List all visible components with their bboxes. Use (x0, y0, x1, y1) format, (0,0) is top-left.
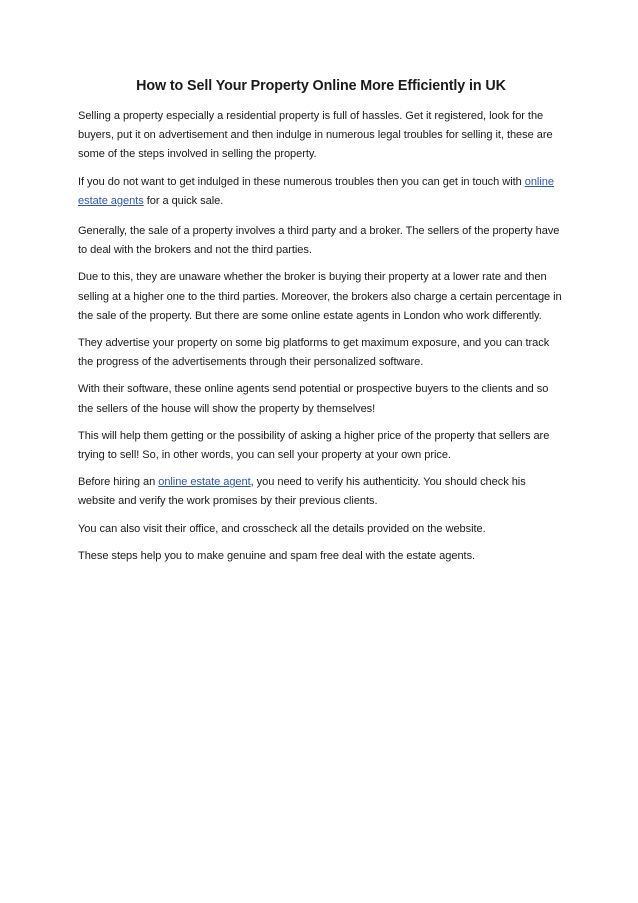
paragraph-price: This will help them getting or the possibility of asking a higher price of the property that sellers are trying to sell! So, in other words, you can sell your property at your own price. (78, 429, 550, 462)
paragraph-contact-text-after: for a quick sale. (143, 194, 224, 207)
paragraph-advertise: They advertise your property on some big platforms to get maximum exposure, and you can track the progress of the advertisements through their personalized software. (78, 337, 550, 369)
paragraph-brokers: Due to this, they are unaware whether the broker is buying their property at a lower rate and then selling at a higher one to the third parties. Moreover, the brokers also charge a certain percentage in the sale of the property. But there are some online estate agents in London who work differently. (78, 271, 562, 322)
paragraph-hiring-text-after: , you need to verify his authenticity. You should check his website and verify the work promises by their previous clients. (78, 476, 526, 508)
document-title: How to Sell Your Property Online More Efficiently in UK (136, 78, 506, 94)
paragraph-hiring-text-before: Before hiring an (78, 476, 159, 489)
paragraph-third-party: Generally, the sale of a property involves a third party and a broker. The sellers of the property have to deal with the brokers and not the third parties. (78, 225, 560, 257)
paragraph-hiring (78, 473, 564, 511)
paragraph-contact-text-before: If you do not want to get indulged in these numerous troubles then you can get in touch with (78, 175, 525, 188)
online-estate-agent-link[interactable]: online estate agent (158, 476, 251, 489)
online-estate-agents-link[interactable]: online estate agents (78, 175, 554, 207)
paragraph-conclusion: These steps help you to make genuine and spam free deal with the estate agents. (78, 549, 476, 562)
paragraph-software: With their software, these online agents send potential or prospective buyers to the clients and so the sellers of the house will show the property by themselves! (78, 383, 549, 415)
paragraph-contact (78, 173, 564, 211)
paragraph-visit-office: You can also visit their office, and crosscheck all the details provided on the website. (78, 522, 486, 535)
paragraph-intro: Selling a property especially a residential property is full of hassles. Get it registered, look for the buyers, put it on advertisement and then indulge in numerous legal troubles for selling it, these are some of the steps involved in selling the property. (78, 110, 553, 161)
document-page (78, 76, 564, 574)
